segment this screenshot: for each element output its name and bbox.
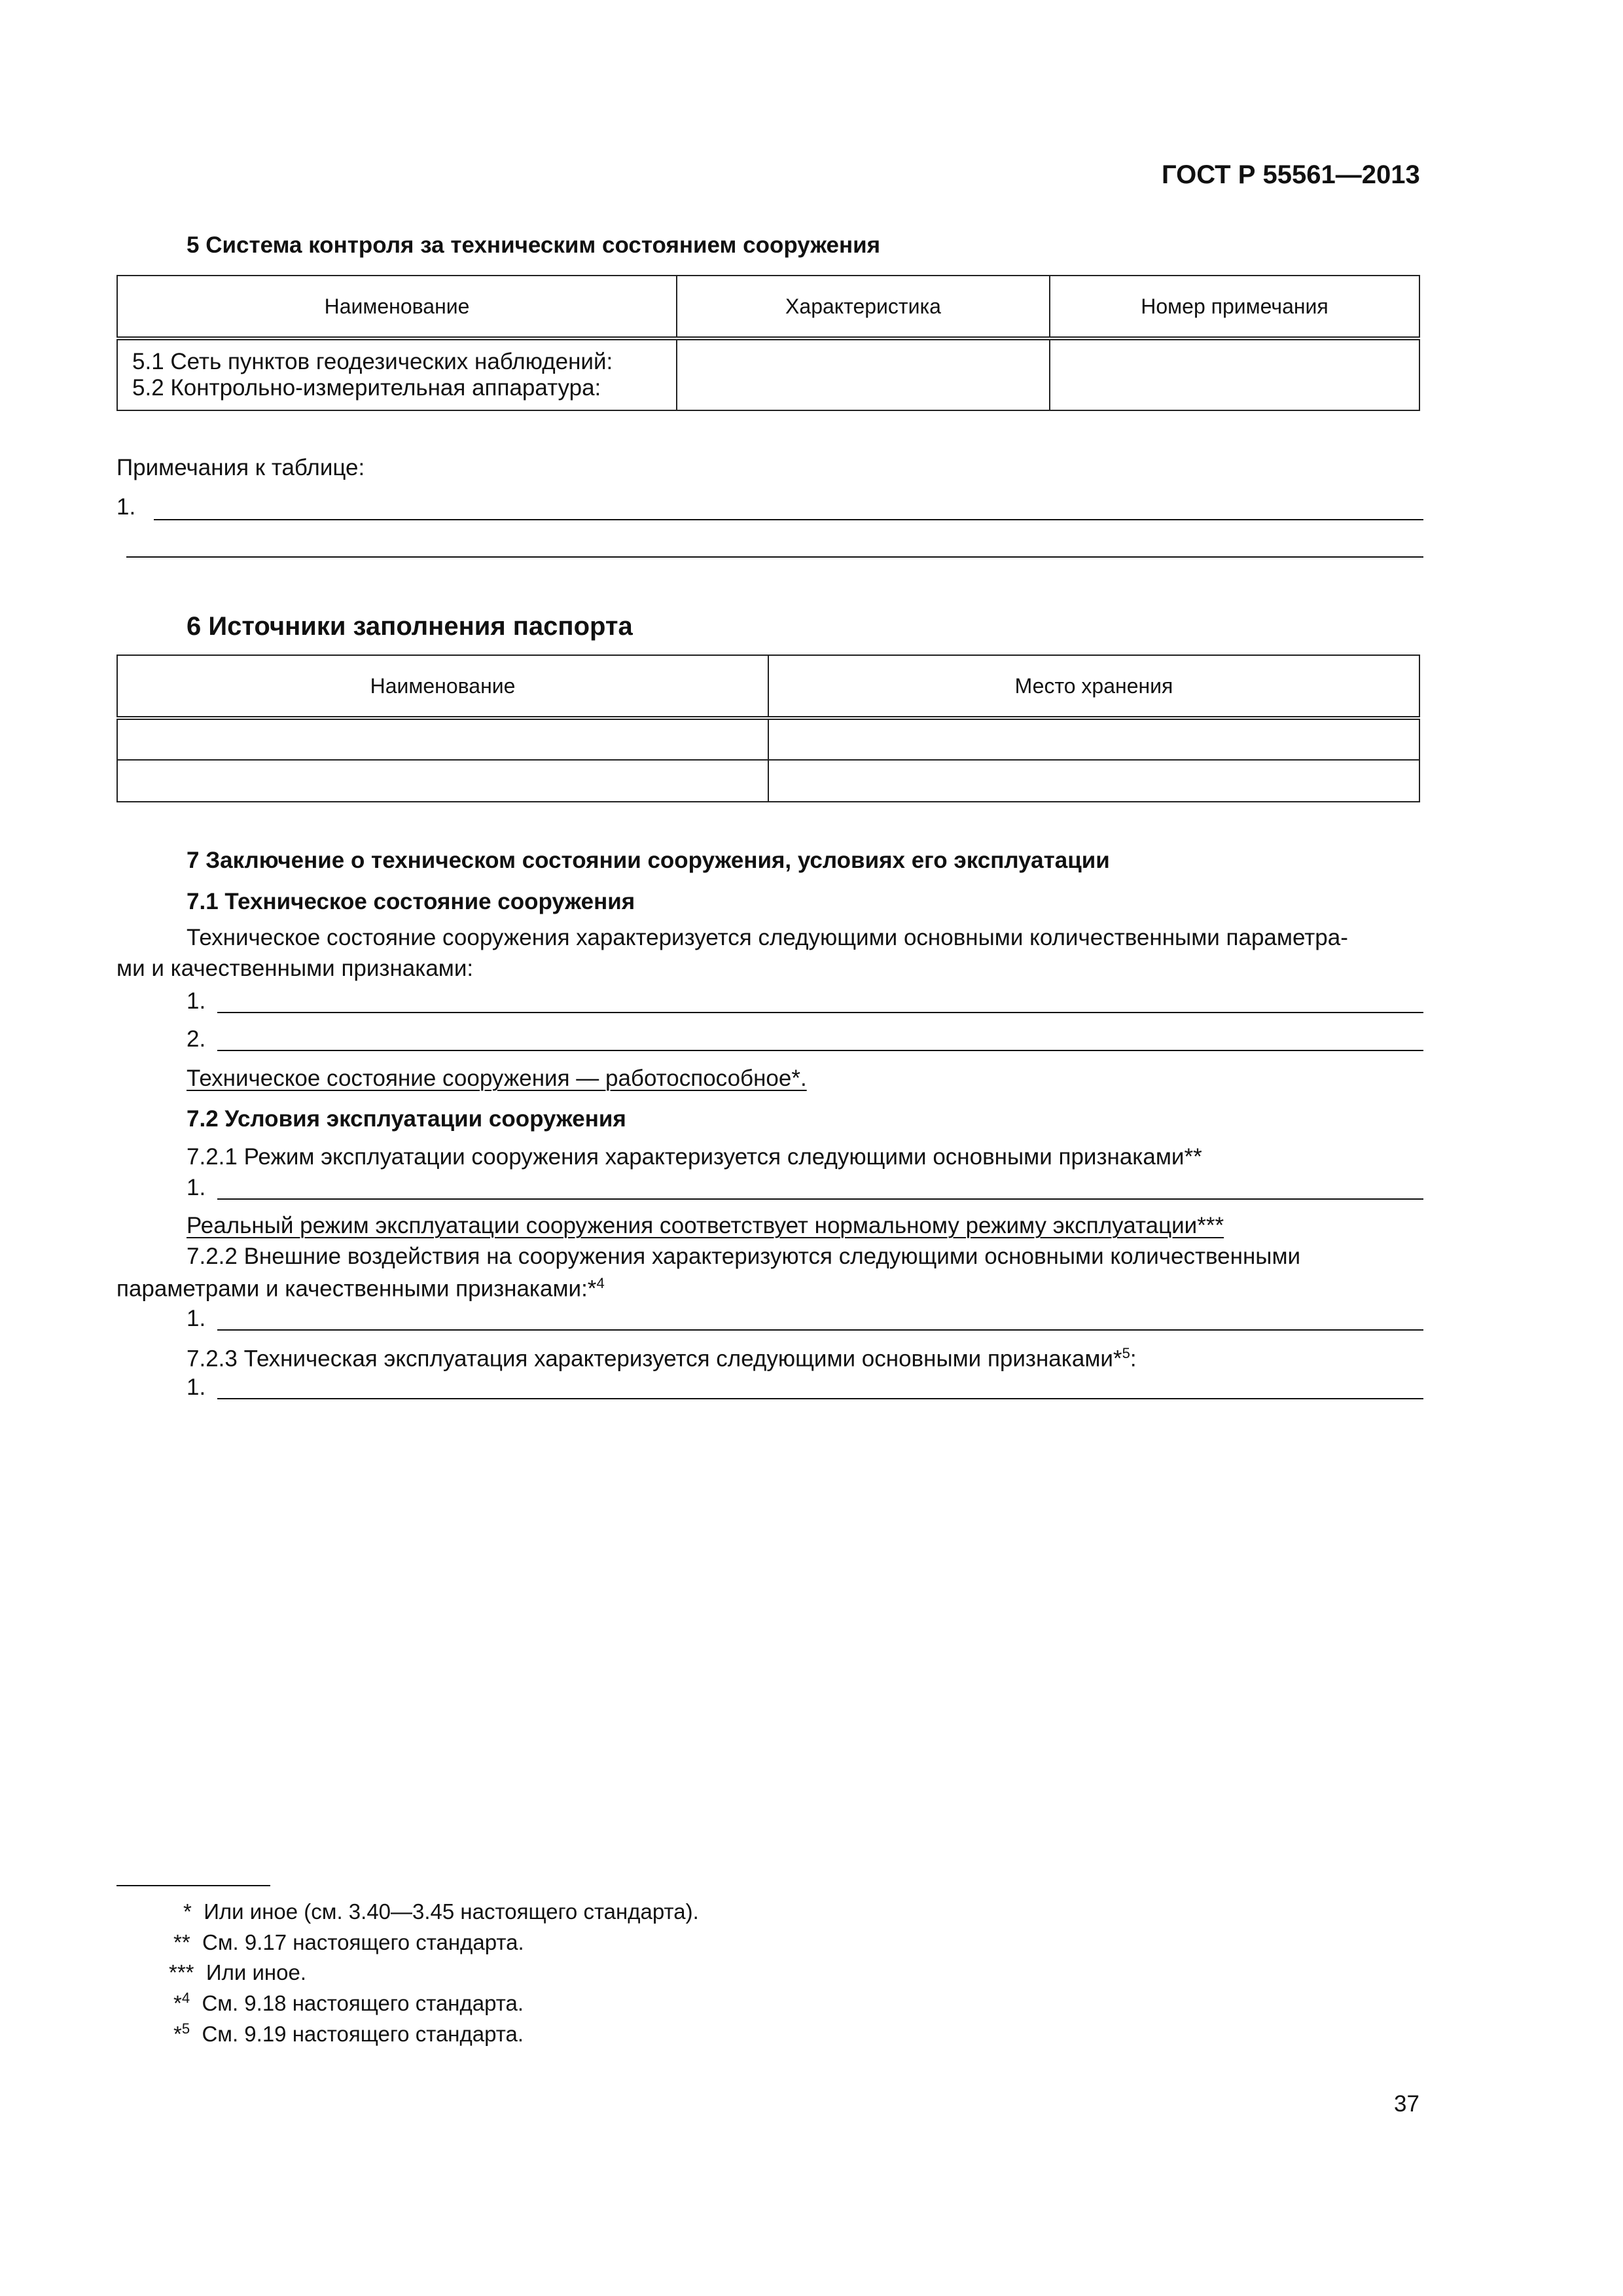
paragraph-line: 7.2.3 Техническая эксплуатация характеризуется следующими основными признаками*$^5$: xyxy=(187,1345,1137,1372)
operation-mode-conclusion: Реальный режим эксплуатации сооружения соответствует нормальному режиму эксплуатации*** xyxy=(187,1213,1224,1238)
list-item-number: 1. xyxy=(187,1306,206,1331)
section-7-1-title: 7.1 Техническое состояние сооружения xyxy=(187,889,635,914)
paragraph-line: 7.2.1 Режим эксплуатации сооружения характеризуется следующими основными признаками** xyxy=(187,1144,1202,1170)
table-cell-empty xyxy=(768,718,1419,760)
section-7-2-title: 7.2 Условия эксплуатации сооружения xyxy=(187,1106,626,1132)
fill-line xyxy=(217,1198,1423,1200)
fill-line xyxy=(217,1329,1423,1331)
paragraph-line: 7.2.2 Внешние воздействия на сооружения характеризуются следующими основными количественными xyxy=(187,1244,1301,1269)
column-header-note-number: Номер примечания xyxy=(1050,276,1419,338)
footnote-separator xyxy=(116,1885,270,1886)
note-number: 1. xyxy=(116,494,136,520)
fill-line xyxy=(217,1050,1423,1051)
paragraph-line: параметрами и качественными признаками:*$^4$ xyxy=(116,1275,605,1302)
list-item-number: 1. xyxy=(187,1374,206,1400)
paragraph-line: ми и качественными признаками: xyxy=(116,956,474,981)
table-row-5-2: 5.2 Контрольно-измерительная аппаратура: xyxy=(132,375,601,401)
page-number: 37 xyxy=(1394,2091,1419,2117)
table-cell-empty xyxy=(117,760,768,802)
column-header-storage: Место хранения xyxy=(768,655,1419,718)
fill-line xyxy=(217,1012,1423,1013)
list-item-number: 2. xyxy=(187,1026,206,1052)
section-5-table xyxy=(116,275,1420,411)
fill-line xyxy=(126,556,1423,558)
footnote: *$^4$ См. 9.18 настоящего стандарта. xyxy=(173,1990,524,2015)
footnote: ** См. 9.17 настоящего стандарта. xyxy=(173,1930,524,1954)
section-6-title: 6 Источники заполнения паспорта xyxy=(187,612,633,641)
document-header: ГОСТ Р 55561—2013 xyxy=(1162,160,1420,189)
fill-line xyxy=(217,1398,1423,1399)
paragraph-line: Техническое состояние сооружения характеризуется следующими основными количественными параметра- xyxy=(187,925,1348,950)
table-row-5-1: 5.1 Сеть пунктов геодезических наблюдений: xyxy=(132,349,613,374)
list-item-number: 1. xyxy=(187,988,206,1014)
footnote: *** Или иное. xyxy=(169,1960,306,1984)
technical-state-conclusion: Техническое состояние сооружения — работоспособное*. xyxy=(187,1066,807,1091)
table-cell-empty xyxy=(1050,338,1419,410)
section-7-title: 7 Заключение о техническом состоянии сооружения, условиях его эксплуатации xyxy=(187,848,1110,873)
table-cell-empty xyxy=(117,718,768,760)
footnote: * Или иное (см. 3.40—3.45 настоящего стандарта). xyxy=(183,1899,699,1924)
list-item-number: 1. xyxy=(187,1175,206,1200)
table-cell-empty xyxy=(768,760,1419,802)
section-6-table xyxy=(116,655,1420,802)
table-cell-items xyxy=(117,338,677,410)
column-header-name: Наименование xyxy=(117,655,768,718)
table-notes-label: Примечания к таблице: xyxy=(116,455,365,480)
fill-line xyxy=(154,519,1423,520)
section-5-title: 5 Система контроля за техническим состоянием сооружения xyxy=(187,232,881,258)
column-header-name: Наименование xyxy=(117,276,677,338)
footnote: *$^5$ См. 9.19 настоящего стандарта. xyxy=(173,2020,524,2046)
column-header-characteristic: Характеристика xyxy=(677,276,1050,338)
table-cell-empty xyxy=(677,338,1050,410)
